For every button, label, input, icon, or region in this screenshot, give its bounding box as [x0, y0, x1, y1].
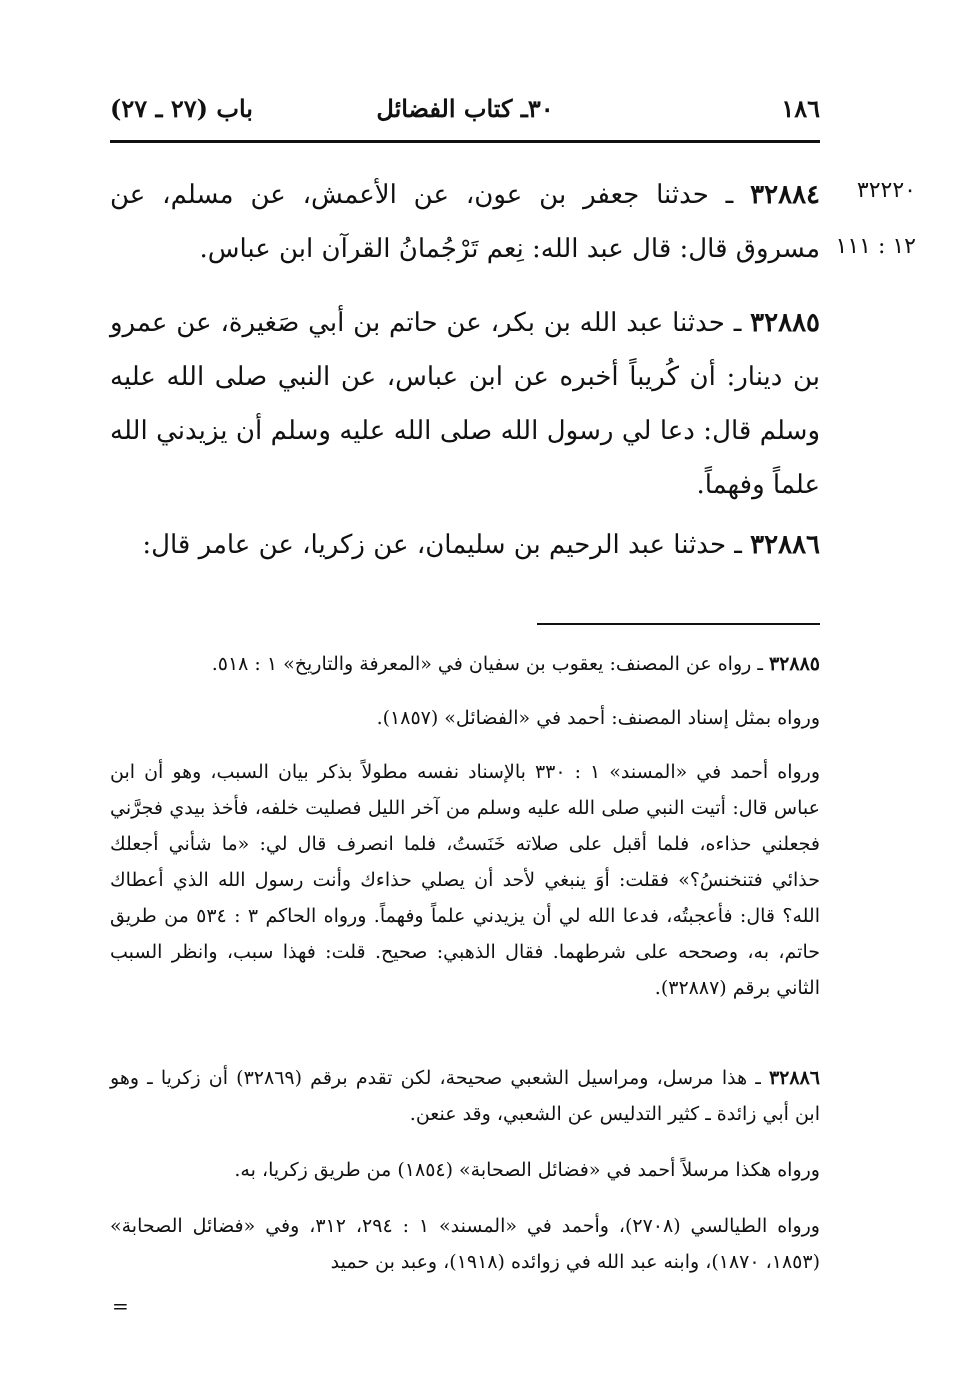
margin-ref: ٣٢٢٢٠	[856, 178, 916, 203]
footnote-number: ٣٢٨٨٥	[768, 653, 820, 675]
footnote-text: ـ هذا مرسل، ومراسيل الشعبي صحيحة، لكن تقدم برقم (٣٢٨٦٩) أن زكريا ـ وهو ابن أبي زائدة ـ كثير التدليس عن الشعبي، وقد عنعن.	[110, 1067, 820, 1125]
hadith-text: ـ حدثنا عبد الله بن بكر، عن حاتم بن أبي صَغيرة، عن عمرو بن دينار: أن كُريباً أخبره عن ابن عباس، عن النبي صلى الله عليه وسلم قال: دعا لي رسول الله صلى الله عليه وسلم أن يزيدني الله علماً وفهماً.	[110, 308, 820, 500]
book-title: ٣٠ـ كتاب الفضائل	[376, 94, 554, 123]
footnote	[110, 646, 820, 682]
footnote-text: ورواه بمثل إسناد المصنف: أحمد في «الفضائل» (١٨٥٧).	[376, 707, 820, 729]
chapter-title: باب (٢٧ ـ ٢٧)	[110, 94, 253, 123]
footnote-separator	[537, 623, 820, 625]
footnote	[110, 1060, 820, 1132]
hadith-text: ـ حدثنا جعفر بن عون، عن الأعمش، عن مسلم، عن مسروق قال: قال عبد الله: نِعم تَرْجُمانُ القرآن ابن عباس.	[110, 180, 820, 264]
page-header	[110, 94, 820, 134]
hadith-paragraph	[110, 296, 820, 512]
footnote	[110, 1152, 820, 1188]
hadith-number: ٣٢٨٨٦	[750, 530, 820, 560]
footnote-text: ورواه الطيالسي (٢٧٠٨)، وأحمد في «المسند» ١ : ٢٩٤، ٣١٢، وفي «فضائل الصحابة» (١٨٥٣، ١٨٧٠)، وابنه عبد الله في زوائده (١٩١٨)، وعبد بن حميد	[110, 1215, 820, 1273]
continuation-mark: =	[112, 1294, 129, 1318]
footnote	[110, 700, 820, 736]
footnote	[110, 1208, 820, 1280]
hadith-number: ٣٢٨٨٥	[750, 308, 820, 338]
hadith-text: ـ حدثنا عبد الرحيم بن سليمان، عن زكريا، عن عامر قال:	[142, 530, 751, 560]
footnote-text: ورواه هكذا مرسلاً أحمد في «فضائل الصحابة» (١٨٥٤) من طريق زكريا، به.	[234, 1159, 820, 1181]
page-number: ١٨٦	[781, 94, 820, 123]
footnote-text: ـ رواه عن المصنف: يعقوب بن سفيان في «المعرفة والتاريخ» ١ : ٥١٨.	[211, 653, 769, 675]
header-rule	[110, 140, 820, 143]
hadith-number: ٣٢٨٨٤	[750, 180, 820, 210]
hadith-paragraph	[110, 518, 820, 572]
footnote-number: ٣٢٨٨٦	[768, 1067, 820, 1089]
footnote-text: ورواه أحمد في «المسند» ١ : ٣٣٠ بالإسناد نفسه مطولاً بذكر بيان السبب، وهو أن ابن عباس قال: أتيت النبي صلى الله عليه وسلم من آخر الليل فصليت خلفه، فأخذ بيدي فجرَّني فجعلني حذاءه، فلما أقبل على صلاته خَنَستُ، فلما انصرف قال لي: «ما شأني أجعلك حذائي فتنخنسُ؟» فقلت: أوَ ينبغي لأحد أن يصلي حذاءك وأنت رسول الله الذي أعطاك الله؟ قال: فأعجبتُه، فدعا الله لي أن يزيدني علماً وفهماً. ورواه الحاكم ٣ : ٥٣٤ من طريق حاتم، به، وصححه على شرطهما. فقال الذهبي: صحيح. قلت: فهذا سبب، وانظر السبب الثاني برقم (٣٢٨٨٧).	[110, 761, 821, 999]
hadith-paragraph	[110, 168, 820, 276]
margin-ref: ١٢ : ١١١	[835, 234, 916, 259]
footnote	[110, 754, 820, 1006]
